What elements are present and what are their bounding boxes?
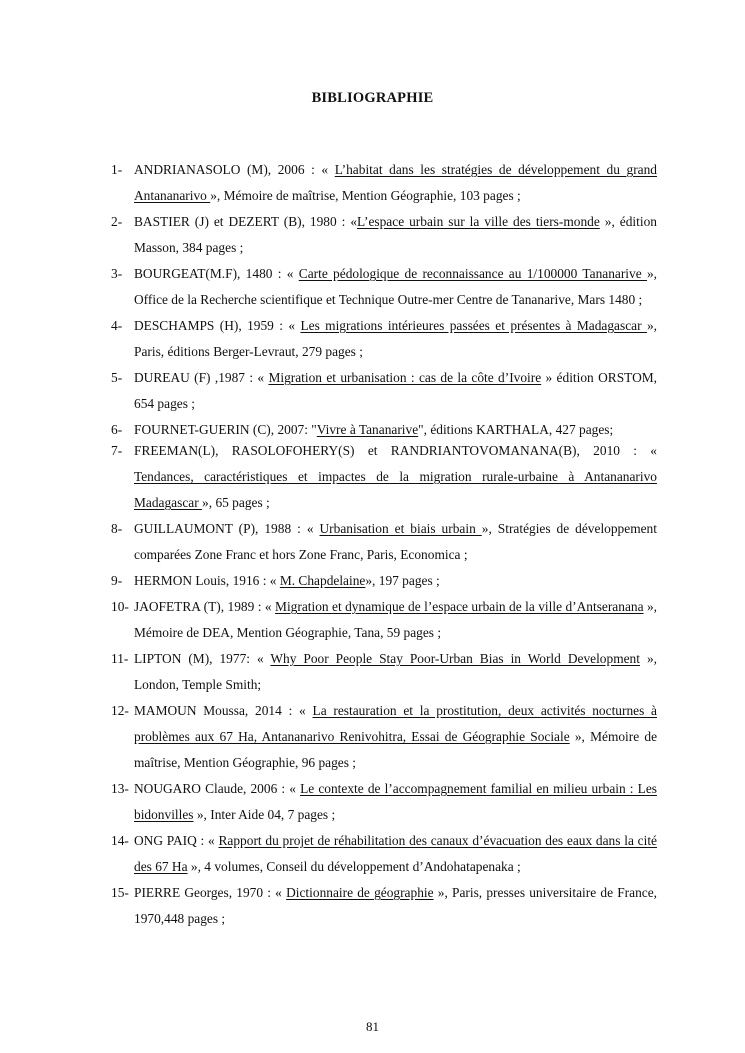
reference-author-year: NOUGARO Claude, 2006 : «	[134, 781, 301, 796]
reference-title: L’espace urbain sur la ville des tiers-monde	[357, 214, 600, 229]
reference-author-year: DUREAU (F) ,1987 : «	[134, 370, 269, 385]
reference-item	[111, 776, 657, 828]
reference-title: Le contexte de l’accompagnement familial en milieu urbain : Les bidonvilles	[134, 781, 657, 822]
reference-author-year: FREEMAN(L), RASOLOFOHERY(S) et RANDRIANTOVOMANANA(B), 2010 : «	[134, 443, 657, 458]
reference-details: », Mémoire de maîtrise, Mention Géographie, 103 pages ;	[210, 188, 521, 203]
reference-number: 3-	[111, 266, 123, 281]
reference-details: », Mémoire de DEA, Mention Géographie, Tana, 59 pages ;	[134, 599, 658, 640]
reference-title: Vivre à Tananarive	[316, 422, 419, 437]
page-title: BIBLIOGRAPHIE	[311, 90, 434, 106]
reference-author-year: HERMON Louis, 1916 : «	[134, 573, 280, 588]
reference-author-year: MAMOUN Moussa, 2014 : «	[134, 703, 313, 718]
reference-title: Migration et dynamique de l’espace urbain de la ville d’Antseranana	[275, 599, 644, 614]
reference-item	[111, 828, 657, 880]
reference-details: », Stratégies de développement comparées Zone Franc et hors Zone Franc, Paris, Economica ;	[134, 521, 657, 562]
reference-number: 13-	[111, 781, 129, 796]
reference-item	[111, 365, 657, 417]
reference-number: 12-	[111, 703, 129, 718]
reference-details: », Office de la Recherche scientifique et Technique Outre-mer Centre de Tananarive, Mars 1480 ;	[134, 266, 658, 307]
reference-details: », Paris, presses universitaire de France, 1970,448 pages ;	[134, 885, 657, 926]
reference-title: Why Poor People Stay Poor-Urban Bias in World Development	[270, 651, 640, 666]
reference-item	[111, 157, 657, 209]
reference-details: », Inter Aide 04, 7 pages ;	[193, 807, 336, 822]
reference-item	[111, 313, 657, 365]
reference-author-year: ANDRIANASOLO (M), 2006 : «	[134, 162, 335, 177]
reference-number: 5-	[111, 370, 123, 385]
reference-author-year: FOURNET-GUERIN (C), 2007: "	[134, 422, 317, 437]
reference-details: », 4 volumes, Conseil du développement d’Andohatapenaka ;	[187, 859, 521, 874]
reference-title: Migration et urbanisation : cas de la côte d’Ivoire	[268, 370, 542, 385]
reference-details: », Paris, éditions Berger-Levraut, 279 pages ;	[134, 318, 657, 359]
reference-author-year: ONG PAIQ : «	[134, 833, 219, 848]
reference-author-year: PIERRE Georges, 1970 : «	[134, 885, 287, 900]
reference-item	[111, 438, 657, 516]
page-number: 81	[366, 1019, 379, 1034]
reference-item	[111, 261, 657, 313]
reference-title: Tendances, caractéristiques et impactes de la migration rurale-urbaine à Antananarivo Madagascar	[134, 469, 657, 510]
reference-item	[111, 646, 657, 698]
reference-details: » édition ORSTOM, 654 pages ;	[134, 370, 658, 411]
reference-item	[111, 594, 657, 646]
reference-number: 14-	[111, 833, 129, 848]
reference-details: ", éditions KARTHALA, 427 pages;	[418, 422, 614, 437]
reference-details: », 65 pages ;	[202, 495, 270, 510]
reference-number: 7-	[111, 443, 123, 458]
reference-title: Carte pédologique de reconnaissance au 1/100000 Tananarive	[298, 266, 647, 281]
reference-title: Les migrations intérieures passées et présentes à Madagascar	[300, 318, 647, 333]
reference-item	[111, 880, 657, 932]
reference-author-year: JAOFETRA (T), 1989 : «	[134, 599, 276, 614]
reference-number: 8-	[111, 521, 123, 536]
reference-item	[111, 209, 657, 261]
reference-title: Rapport du projet de réhabilitation des canaux d’évacuation des eaux dans la cité des 67 Ha	[134, 833, 657, 874]
reference-author-year: DESCHAMPS (H), 1959 : «	[134, 318, 301, 333]
reference-author-year: BASTIER (J) et DEZERT (B), 1980 : «	[134, 214, 358, 229]
reference-title: L’habitat dans les stratégies de développement du grand Antananarivo	[134, 162, 657, 203]
reference-number: 10-	[111, 599, 129, 614]
reference-number: 11-	[111, 651, 129, 666]
reference-author-year: GUILLAUMONT (P), 1988 : «	[134, 521, 320, 536]
reference-title: La restauration et la prostitution, deux activités nocturnes à problèmes aux 67 Ha, Antananarivo Renivohitra, Essai de Géographie Sociale	[134, 703, 657, 744]
reference-details: », Mémoire de maîtrise, Mention Géographie, 96 pages ;	[134, 729, 658, 770]
reference-number: 4-	[111, 318, 123, 333]
reference-item	[111, 417, 657, 438]
bibliography-list	[111, 157, 657, 932]
reference-title: Dictionnaire de géographie	[286, 885, 434, 900]
reference-item	[111, 698, 657, 776]
reference-number: 15-	[111, 885, 129, 900]
reference-item	[111, 516, 657, 568]
reference-author-year: LIPTON (M), 1977: «	[134, 651, 271, 666]
reference-details: », 197 pages ;	[365, 573, 440, 588]
reference-details: », London, Temple Smith;	[134, 651, 657, 692]
reference-number: 1-	[111, 162, 123, 177]
reference-author-year: BOURGEAT(M.F), 1480 : «	[134, 266, 299, 281]
reference-details: », édition Masson, 384 pages ;	[134, 214, 657, 255]
reference-number: 6-	[111, 422, 123, 437]
reference-item	[111, 568, 657, 594]
reference-number: 2-	[111, 214, 123, 229]
reference-title: M. Chapdelaine	[279, 573, 366, 588]
reference-number: 9-	[111, 573, 123, 588]
reference-title: Urbanisation et biais urbain	[319, 521, 482, 536]
